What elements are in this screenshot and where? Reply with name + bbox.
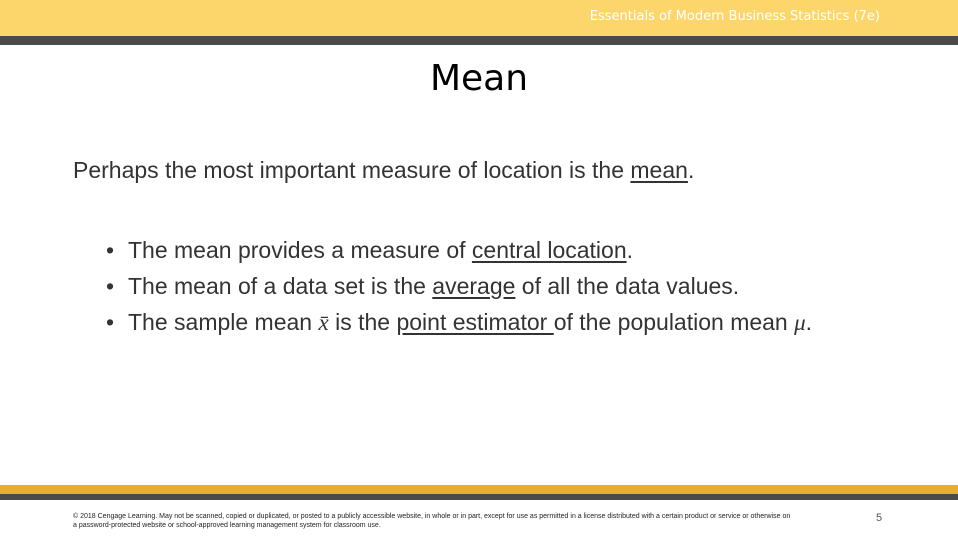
footer-bar-gray — [0, 494, 958, 500]
bullet-term: average — [432, 273, 516, 299]
bullet-list — [106, 232, 896, 341]
bullet-text: The sample mean — [128, 309, 319, 335]
slide-title: Mean — [429, 58, 529, 99]
bullet-text: of all the data values. — [515, 273, 740, 299]
bullet-text: . — [805, 309, 813, 335]
bullet-text: is the — [328, 309, 397, 335]
bullet-item — [106, 232, 896, 268]
header-divider — [0, 36, 958, 45]
lead-term: mean — [630, 157, 688, 183]
bullet-text: . — [626, 237, 633, 263]
bullet-term: central location — [471, 237, 627, 263]
copyright-notice: © 2018 Cengage Learning. May not be scanned, copied or duplicated, or posted to a publicly accessible website, in whole or in part, except for use as permitted in a license distributed with a certain product or service or otherwise on a password-protected website or school-approved learning management system for classroom use. — [73, 513, 791, 529]
bullet-term: point estimator — [396, 309, 554, 335]
page-number: 5 — [876, 512, 883, 524]
lead-sentence — [73, 157, 694, 184]
lead-end: . — [687, 157, 695, 183]
mu-symbol: μ — [794, 310, 806, 335]
bullet-text: The mean of a data set is the — [128, 273, 433, 299]
bullet-item — [106, 304, 896, 341]
bullet-text: of the population mean — [553, 309, 795, 335]
footer-bar-gold — [0, 485, 958, 494]
bullet-text: The mean provides a measure of — [128, 237, 472, 263]
header-bar — [0, 0, 958, 36]
bullet-item — [106, 268, 896, 304]
course-title: Essentials of Modern Business Statistics (7e) — [589, 9, 880, 24]
lead-text: Perhaps the most important measure of location is the — [73, 157, 631, 183]
x-bar-symbol: x̄ — [318, 310, 329, 335]
